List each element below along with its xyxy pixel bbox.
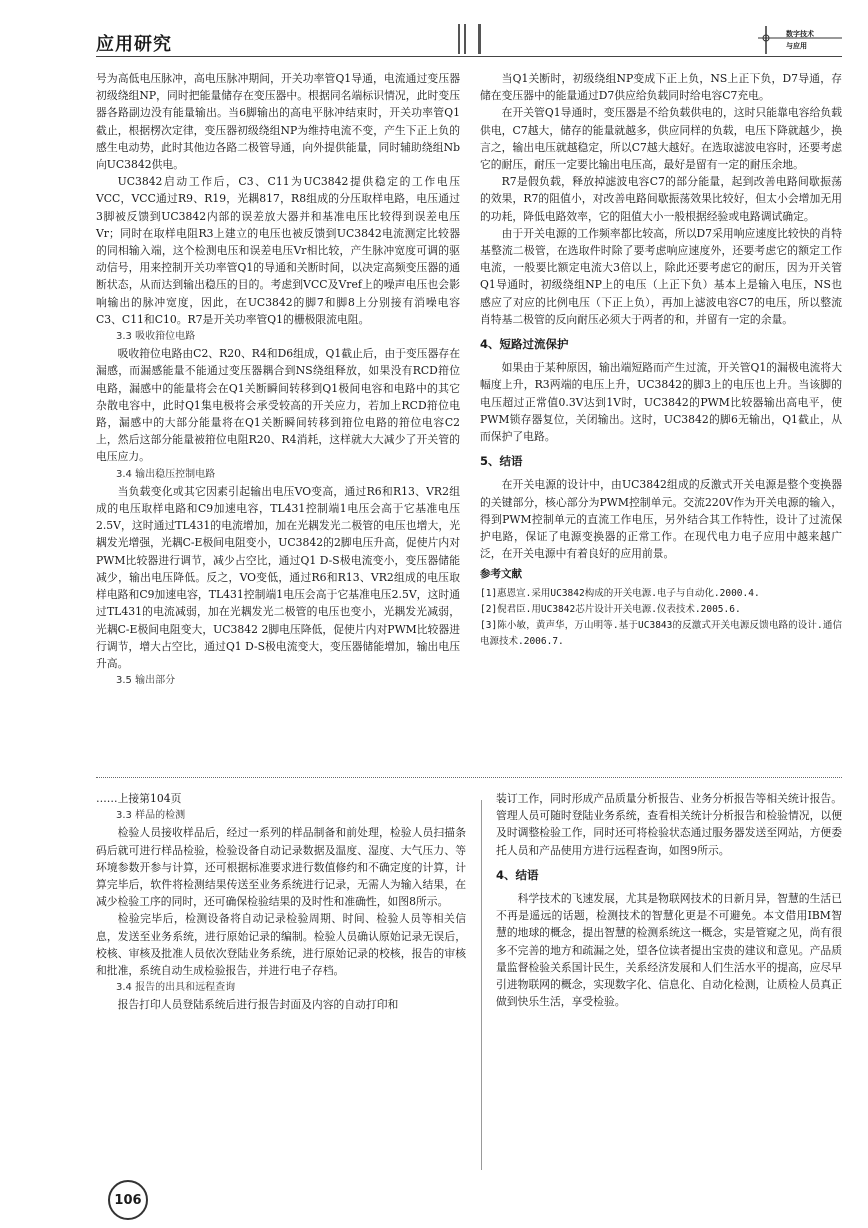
- header-rule: [96, 56, 842, 57]
- paragraph: 吸收箝位电路由C2、R20、R4和D6组成，Q1截止后，由于变压器存在漏感，而漏感能量不能通过变压器耦合到NS绕组释放，如果没有RCD箝位电路，漏感中的能量将会在Q1关断瞬间转移到Q1极间电容和电路中的其它杂散电容中，此时Q1集电极将会承受较高的开关应力，若加上RCD箝位电路，漏感中的大部分能量将在Q1关断瞬间转移到箝位电路的箝位电容C2上，然后这部分能量被箝位电阻R20、R4消耗，这样就大大减少了开关管的电压应力。: [96, 347, 460, 464]
- reference-entry: 参考文献: [480, 568, 522, 581]
- column-lower-left: [96, 790, 466, 1014]
- paragraph: 科学技术的飞速发展，尤其是物联网技术的日新月异，智慧的生活已不再是遥远的话题，检测技术的智慧化更是不可避免。本文借用IBM智慧的地球的概念，提出智慧的检测系统这一概念，实是管窥之见，尚有很多不完善的地方和疏漏之处，望各位读者提出宝贵的建议和意见。产品质量监督检验关系国计民生，关系经济发展和人们生活水平的提高，应尽早引进物联网的概念，实现数字化、信息化、自动化检测，让质检人员真正做到快乐生活，享受检验。: [496, 892, 842, 1009]
- reference-entry: [2]倪君臣.用UC3842芯片设计开关电源.仪表技术.2005.6.: [480, 603, 741, 615]
- paragraph: 在开关电源的设计中，由UC3842组成的反激式开关电源是整个变换器的关键部分，核心部分为PWM控制单元。交流220V作为开关电源的输入，得到PWM控制单元的直流工作电压，另外结合其工作特性，设计了过流保护电路，保证了电源变换器的正常工作。在现代电力电子应用中越来越广泛，在开关电源中有着良好的应用前景。: [480, 478, 842, 561]
- paragraph: 在开关管Q1导通时，变压器是不给负载供电的，这时只能靠电容给负载供电，C7越大，储存的能量就越多，供应同样的负载，电压下降就越少，换言之，输出电压就越稳定，所以C7越大越好。在选取滤波电容时，还要考虑它的耐压，耐压一定要比输出电压高，最好是留有一定的耐压余地。: [480, 106, 842, 172]
- paragraph: UC3842启动工作后，C3、C11为UC3842提供稳定的工作电压VCC，VCC通过R9、R19，光耦817，R8组成的分压取样电路，电压通过3脚被反馈到UC3842内部的误差放大器并和基准电压比较得到误差电压Vr；同时在取样电阻R3上建立的电压也被反馈到UC3842电流测定比较器的同相输入端，这个检测电压和误差电压Vr相比较，产生脉冲宽度可调的驱动信号，用来控制开关功率管Q1的导通和关断时间，以决定高频变压器的通断状态，从而达到输出稳压的目的。考虑到VCC及Vref上的噪声电压也会影响输出的脉冲宽度，因此，在UC3842的脚7和脚8上分别接有消噪电容C3、C11和C10。R7是开关功率管Q1的栅极限流电阻。: [96, 175, 460, 326]
- section-heading: 5、结语: [480, 454, 523, 469]
- section-heading: 3.3 吸收箝位电路: [116, 331, 196, 343]
- reference-entry: [3]陈小敏，黄声华，万山明等.基于UC3843的反激式开关电源反馈电路的设计.通信电源技术.2006.7.: [480, 619, 842, 647]
- journal-name-line2: 与应用: [786, 42, 807, 50]
- column-upper-left: [96, 70, 460, 689]
- section-heading: 4、短路过流保护: [480, 337, 569, 352]
- paragraph: 由于开关电源的工作频率都比较高，所以D7采用响应速度比较快的肖特基整流二极管，在选取件时除了要考虑响应速度外，还要考虑它的额定工作电流，一般要比额定电流大3倍以上，除此还要考虑它的耐压，因为开关管Q1导通时，初级绕组NP上的电压（上正下负）基本上是输入电压，NS也感应了对应的比例电压（下正上负），再加上滤波电容C7的电压，所以整流肖特基二极管的反向耐压必须大于两者的和，并留有一定的余量。: [480, 226, 842, 326]
- paragraph: 当Q1关断时，初级绕组NP变成下正上负，NS上正下负，D7导通，存储在变压器中的能量通过D7供应给负载同时给电容C7充电。: [480, 72, 842, 103]
- page-number: 106: [108, 1180, 148, 1220]
- column-divider: [481, 800, 482, 1170]
- paragraph: 报告打印人员登陆系统后进行报告封面及内容的自动打印和: [117, 998, 399, 1012]
- section-heading: 3.4 输出稳压控制电路: [116, 468, 216, 480]
- section-title: 应用研究: [96, 34, 172, 55]
- section-heading: 3.4 报告的出具和远程查询: [116, 982, 236, 994]
- header-divider-bars: [454, 24, 488, 54]
- paragraph: 如果由于某种原因，输出端短路而产生过流，开关管Q1的漏极电流将大幅度上升，R3两端的电压上升，UC3842的脚3上的电压也上升。当该脚的电压超过正常值0.3V达到1V时，UC3842的PWM比较器输出高电平，使PWM锁存器复位，关闭输出。这时，UC3842的脚6无输出，Q1截止，从而保护了电路。: [480, 361, 842, 444]
- reference-entry: [1]惠恩宣.采用UC3842构成的开关电源.电子与自动化.2000.4.: [480, 587, 760, 599]
- section-heading: 3.5 输出部分: [116, 675, 176, 687]
- article-separator: [96, 777, 842, 778]
- paragraph: 号为高低电压脉冲，高电压脉冲期间，开关功率管Q1导通，电流通过变压器初级绕组NP，同时把能量储存在变压器中。根据同名端标识情况，此时变压器各路副边没有能量输出。当6脚输出的高电平脉冲结束时，开关功率管Q1截止，根据楞次定律，变压器初级绕组NP为维持电流不变，产生下正上负的感生电动势，此时其他边各路二极管导通，向外提供能量，同时辅助绕组Nb向UC3842供电。: [96, 72, 460, 172]
- journal-logo: [756, 22, 846, 58]
- journal-name-line1: 数字技术: [786, 30, 814, 38]
- paragraph: R7是假负载，释放掉滤波电容C7的部分能量，起到改善电路间歇振荡的效果，R7的阻值小，对改善电路间歇振荡效果比较好，但太小会增加无用的功耗，降低电路效率，它的阻值大小一般根据经验或电路调试确定。: [480, 175, 842, 223]
- section-heading: 3.3 样品的检测: [116, 810, 186, 822]
- paragraph: 装订工作，同时形成产品质量分析报告、业务分析报告等相关统计报告。管理人员可随时登陆业务系统，查看相关统计分析报告和检验情况，以便及时调整检验工作，同时还可将检验状态通过服务器发送至网站，方便委托人员和产品使用方进行远程查询，如图9所示。: [496, 792, 842, 857]
- paragraph: 检验完毕后，检测设备将自动记录检验周期、时间、检验人员等相关信息，发送至业务系统，进行原始记录的编制。检验人员确认原始记录无误后，校核、审核及批准人员依次登陆业务系统，进行原始记录的校核，报告的审核和批准，系统自动生成检验报告，并进行电子存档。: [96, 912, 466, 978]
- section-heading: 4、结语: [496, 867, 539, 882]
- paragraph: ……上接第104页: [96, 792, 182, 805]
- journal-logo-icon: [756, 22, 846, 58]
- paragraph: 当负载变化或其它因素引起输出电压VO变高，通过R6和R13、VR2组成的电压取样电路和C9加速电容，TL431控制端1电压会高于它基准电压2.5V，这时通过TL431的电流增加，加在光耦发光二极管的电压也增大，光耦发光增强，光耦C-E极间电阻变小，UC3842的2脚电压升高，促使片内对PWM比较器进行调节，减少占空比，通过Q1 D-S极电流变小，变压器储能减少，输出电压降低。反之，VO变低，通过R6和R13、VR2组成的电压取样电路和C9加速电容，TL431控制端1电压会高于它基准电压2.5V，这时通过TL431的电流减弱，加在光耦发光二极管的电压也变小，光耦发光减弱，光耦C-E极间电阻变大，UC3842 2脚电压降低，促使片内对PWM比较器进行调节，增大占空比，通过Q1 D-S极电流变大，变压器储能增加，输出电压升高。: [96, 484, 460, 670]
- paragraph: 检验人员接收样品后，经过一系列的样品制备和前处理，检验人员扫描条码后就可进行样品检验，检验设备自动记录数据及温度、湿度、大气压力、等环境参数开参与计算，还可根据标准要求进行数值修约和不确定度的计算，计算完毕后，软件将检测结果传送至业务系统进行记录，无需人为输入结果，在减少检验工序的同时，还可确保检验结果的及时性和准确性，如图8所示。: [96, 826, 466, 909]
- column-lower-right: [496, 790, 842, 1010]
- column-upper-right: [480, 70, 842, 650]
